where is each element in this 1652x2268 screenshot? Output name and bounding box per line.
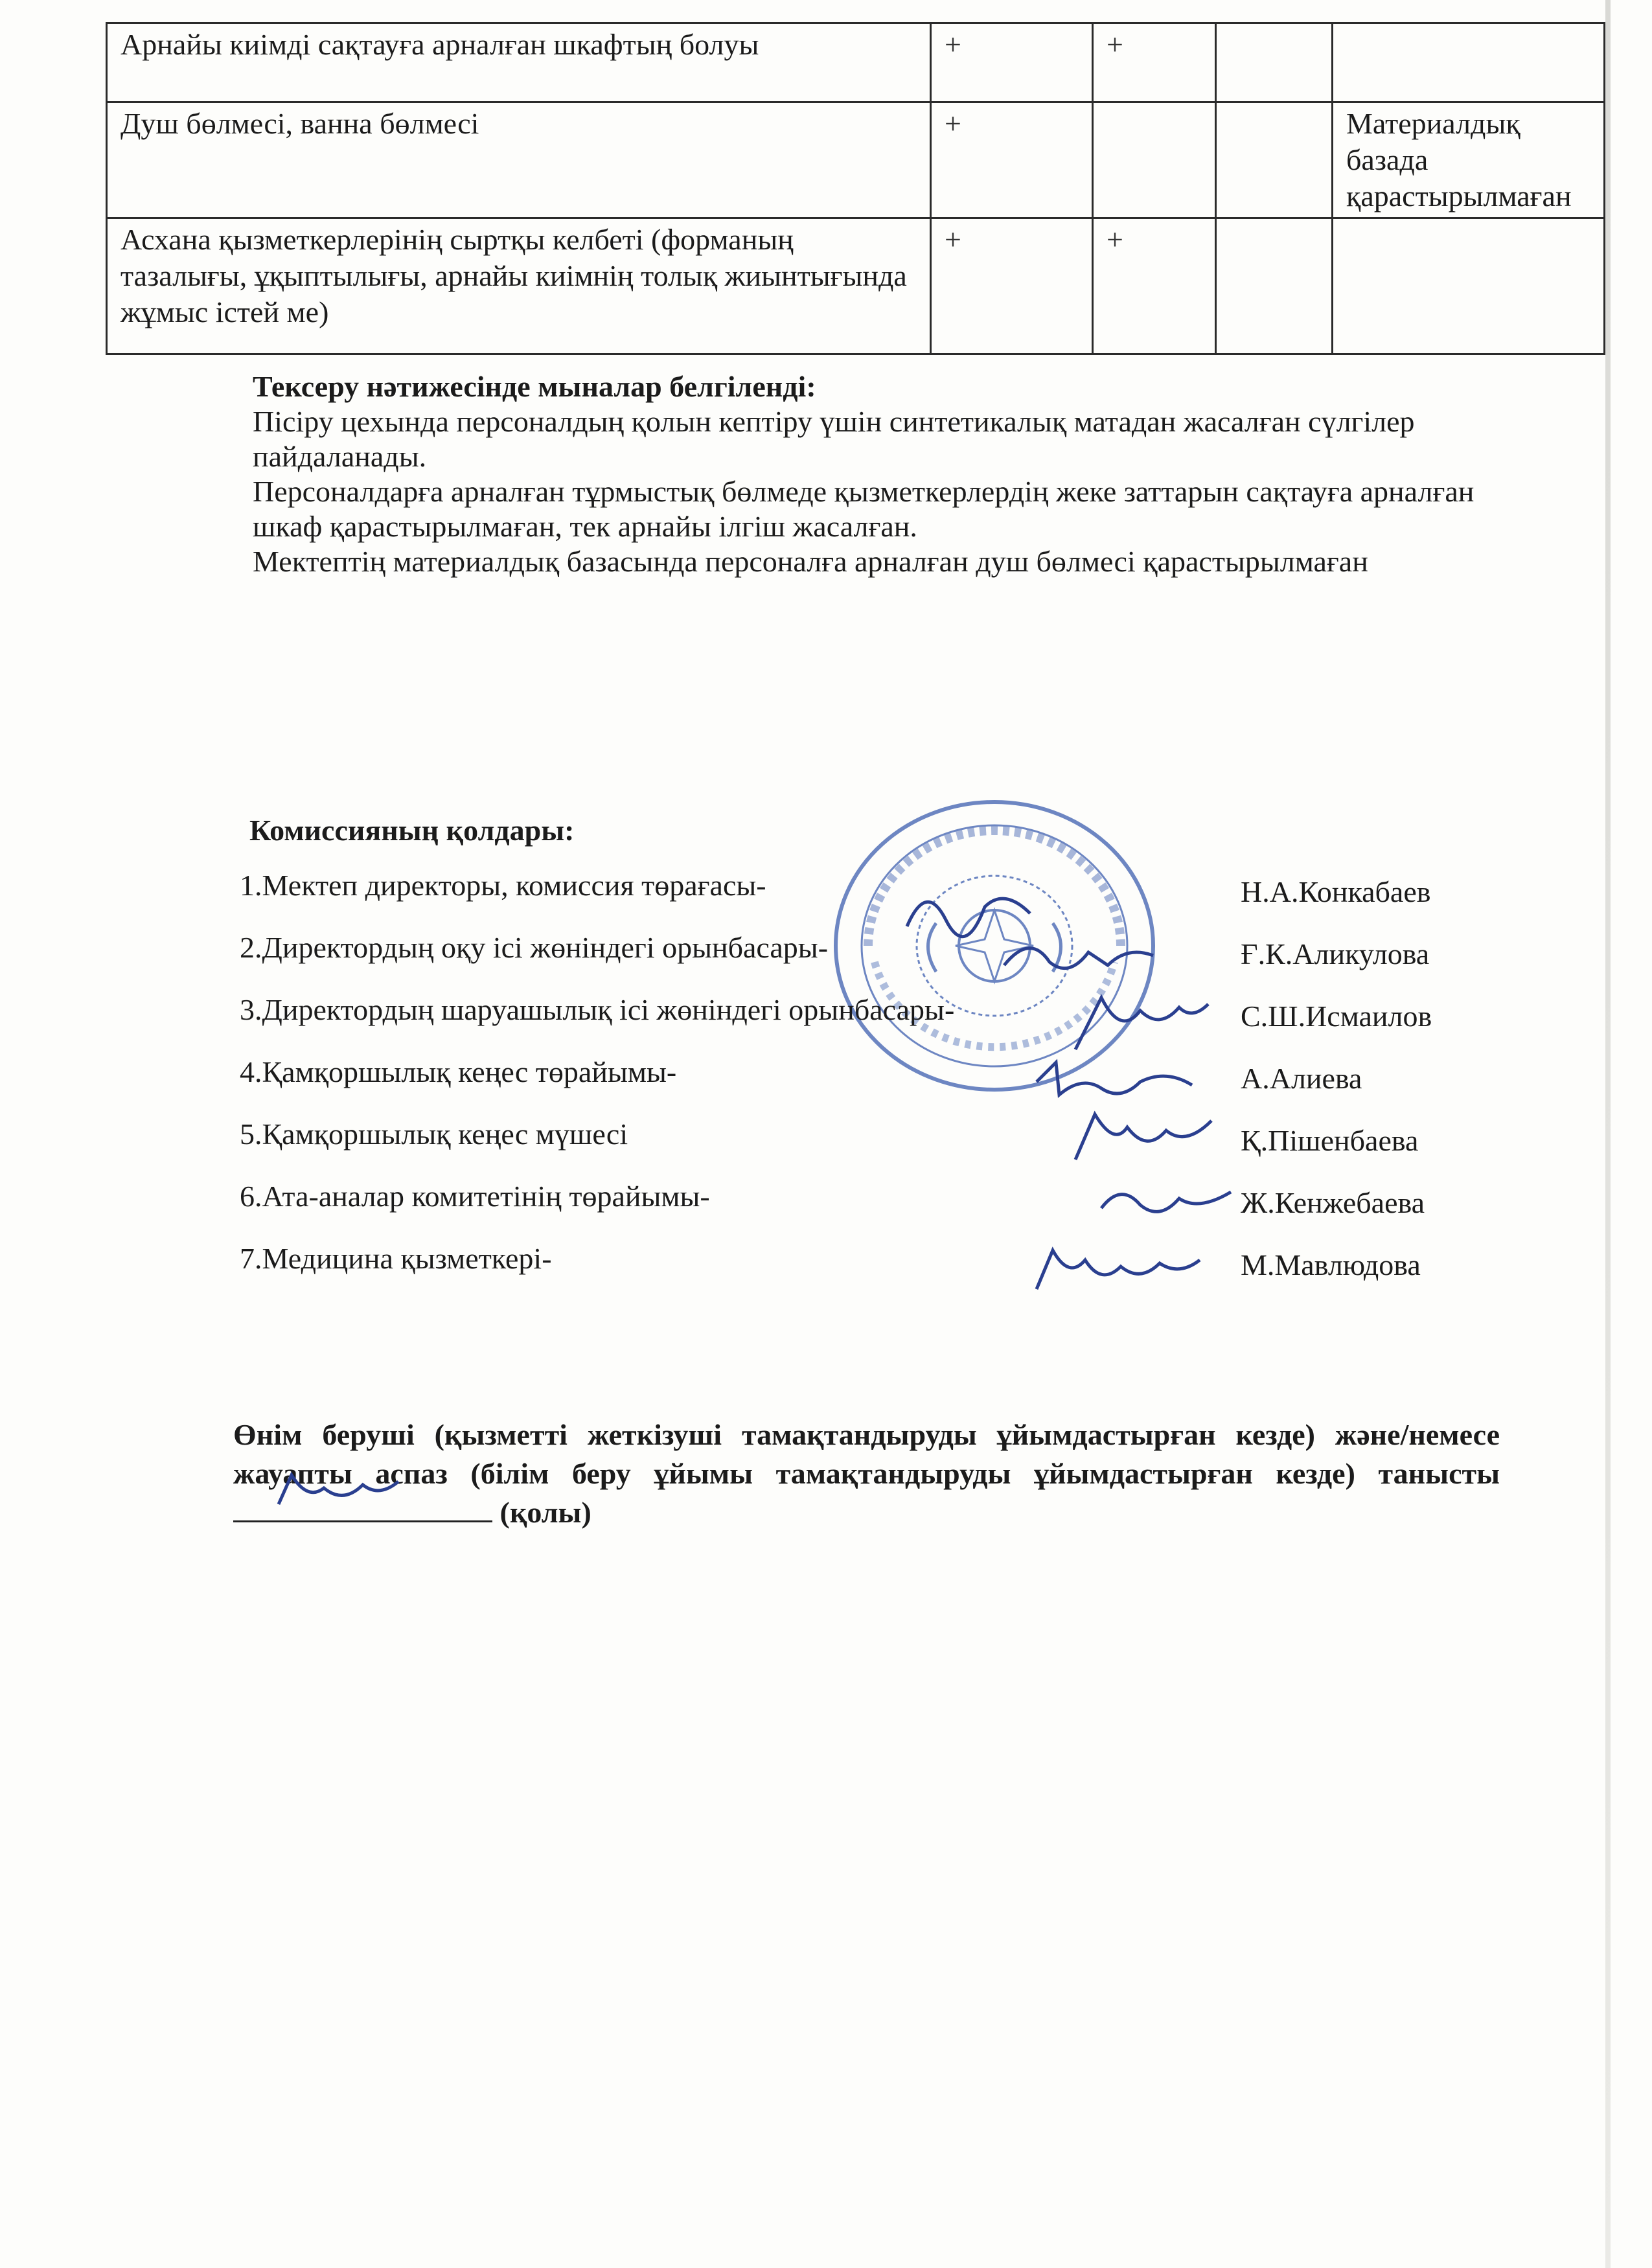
finding-paragraph: Персоналдарға арналған тұрмыстық бөлмеде қызметкерлердің жеке заттарын сақтауға арналған шкаф қарастырылмаған, тек арнайы ілгіш жасалған. xyxy=(253,475,1474,543)
list-item xyxy=(240,930,1471,992)
member-name: С.Ш.Исмаилов xyxy=(1241,1000,1432,1033)
cell-mark: + xyxy=(1093,23,1216,102)
handwritten-signature-icon xyxy=(1062,985,1211,1062)
member-name: М.Мавлюдова xyxy=(1241,1248,1421,1281)
signature-list xyxy=(240,868,1471,1303)
findings-heading: Тексеру нәтижесінде мыналар белгіленді: xyxy=(253,370,816,403)
finding-paragraph: Пісіру цехында персоналдың қолын кептіру үшін синтетикалық матадан жасалған сүлгілер пайдаланады. xyxy=(253,405,1415,473)
member-name: Қ.Пішенбаева xyxy=(1241,1124,1419,1157)
member-name: Ж.Кенжебаева xyxy=(1241,1186,1425,1219)
member-role: 6.Ата-аналар комитетінің төрайымы- xyxy=(240,1180,710,1213)
scan-edge xyxy=(1605,0,1611,2268)
member-name: Н.А.Конкабаев xyxy=(1241,875,1431,908)
member-role: 7.Медицина қызметкері- xyxy=(240,1242,552,1275)
member-role: 1.Мектеп директоры, комиссия төрағасы- xyxy=(240,869,766,902)
cell-mark: + xyxy=(1093,218,1216,354)
handwritten-signature-icon xyxy=(998,926,1160,985)
member-role: 5.Қамқоршылық кеңес мүшесі xyxy=(240,1117,628,1151)
row-label: Арнайы киімді сақтауға арналған шкафтың болуы xyxy=(107,23,931,102)
ack-suffix: (қолы) xyxy=(492,1496,591,1529)
row-label: Душ бөлмесі, ванна бөлмесі xyxy=(107,102,931,218)
table-row xyxy=(107,218,1605,354)
member-role: 2.Директордың оқу ісі жөніндегі орынбасары- xyxy=(240,931,829,964)
table-row xyxy=(107,23,1605,102)
cell-mark: + xyxy=(931,23,1093,102)
list-item xyxy=(240,1055,1471,1117)
handwritten-signature-icon xyxy=(272,1469,402,1514)
member-role: 4.Қамқоршылық кеңес төрайымы- xyxy=(240,1055,677,1088)
list-item xyxy=(240,868,1471,930)
signatures-heading: Комиссияның қолдары: xyxy=(249,814,575,847)
list-item xyxy=(240,1117,1471,1179)
row-label: Асхана қызметкерлерінің сыртқы келбеті (форманың тазалығы, ұқыптылығы, арнайы киімнің толық жиынтығында жұмыс істей ме) xyxy=(107,218,931,354)
cell-mark: + xyxy=(931,102,1093,218)
member-role: 3.Директордың шаруашылық ісі жөніндегі орынбасары- xyxy=(240,993,955,1026)
cell-empty xyxy=(1093,102,1216,218)
cell-empty xyxy=(1333,218,1605,354)
handwritten-signature-icon xyxy=(1030,1241,1205,1299)
signature-line xyxy=(233,1495,492,1522)
inspection-table xyxy=(106,22,1605,355)
list-item xyxy=(240,1241,1471,1303)
cell-mark: + xyxy=(931,218,1093,354)
handwritten-signature-icon xyxy=(1030,1056,1199,1108)
cell-note: Материалдық базада қарастырылмаған xyxy=(1333,102,1605,218)
handwritten-signature-icon xyxy=(1062,1101,1218,1173)
cell-empty xyxy=(1216,23,1333,102)
finding-paragraph: Мектептің материалдық базасында персоналға арналған душ бөлмесі қарастырылмаған xyxy=(253,545,1368,578)
cell-empty xyxy=(1216,102,1333,218)
acknowledgement-text xyxy=(233,1415,1500,1532)
findings-section xyxy=(253,369,1535,579)
table-row xyxy=(107,102,1605,218)
list-item xyxy=(240,1179,1471,1241)
list-item xyxy=(240,992,1471,1055)
member-name: А.Алиева xyxy=(1241,1062,1362,1095)
ack-text: Өнім беруші (қызметті жеткізуші тамақтандыруды ұйымдастырған кезде) және/немесе жауапты аспаз (білім беру ұйымы тамақтандыруды ұйымдастырған кезде) танысты xyxy=(233,1418,1500,1490)
member-name: Ғ.К.Аликулова xyxy=(1241,937,1430,970)
handwritten-signature-icon xyxy=(1095,1176,1237,1228)
cell-empty xyxy=(1216,218,1333,354)
cell-empty xyxy=(1333,23,1605,102)
